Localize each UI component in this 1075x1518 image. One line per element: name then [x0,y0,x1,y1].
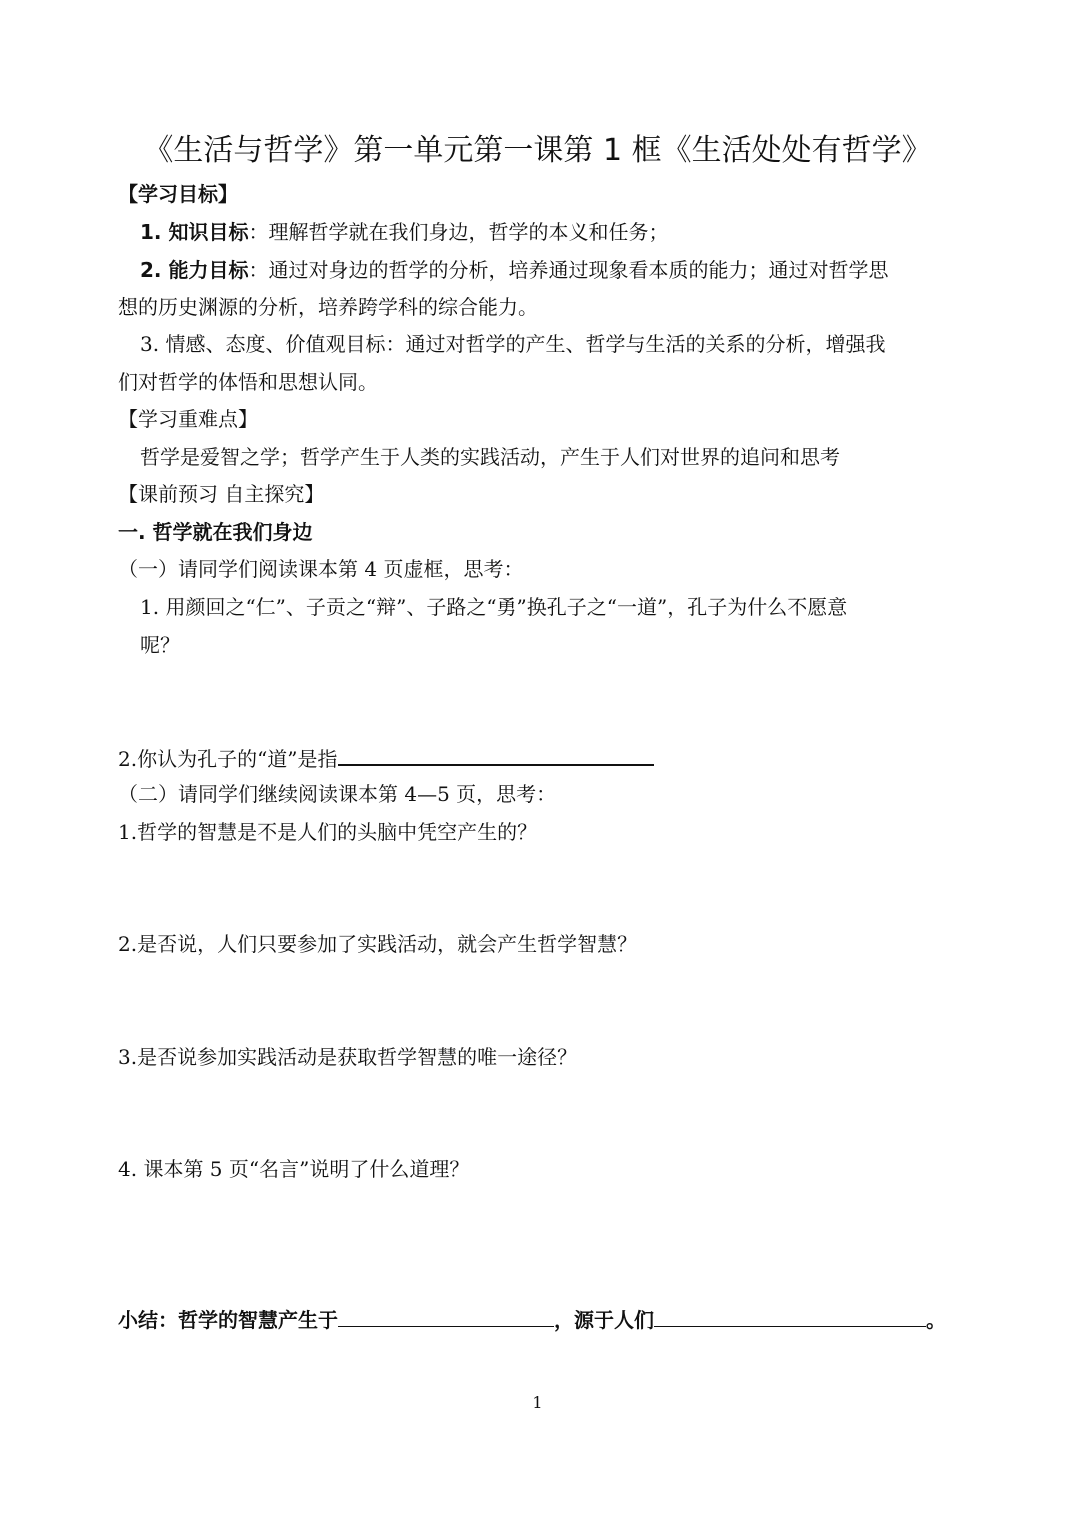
goal-knowledge-text: ：理解哲学就在我们身边，哲学的本义和任务； [248,220,669,244]
question-2-3: 3.是否说参加实践活动是获取哲学智慧的唯一途径？ [118,1045,578,1069]
goal-emotion-continued: 们对哲学的体悟和思想认同。 [118,370,378,394]
question-2-4: 4. 课本第 5 页“名言”说明了什么道理？ [118,1157,470,1181]
summary-blank-1[interactable] [338,1306,554,1327]
preview-heading: 【课前预习 自主探究】 [118,482,325,506]
summary-prefix: 小结：哲学的智慧产生于 [118,1308,338,1332]
question-2-2: 2.是否说，人们只要参加了实践活动，就会产生哲学智慧？ [118,932,638,956]
learning-goals-heading: 【学习目标】 [118,182,238,206]
goal-ability-label: 2. 能力目标 [140,258,249,282]
question-one: 1. 用颜回之“仁”、子贡之“辩”、子路之“勇”换孔子之“一道”，孔子为什么不愿意 [140,595,848,619]
goal-ability [140,257,888,283]
goal-ability-continued: 想的历史渊源的分析，培养跨学科的综合能力。 [118,295,538,319]
key-points-text: 哲学是爱智之学；哲学产生于人类的实践活动，产生于人们对世界的追问和思考 [140,445,840,469]
question-two [118,744,654,772]
page-title: 《生活与哲学》第一单元第一课第 1 框《生活处处有哲学》 [143,133,932,168]
summary-blank-2[interactable] [654,1306,926,1327]
summary-line [118,1306,946,1333]
page-number: 1 [532,1393,543,1412]
summary-middle: ，源于人们 [554,1308,654,1332]
question-two-text: 2.你认为孔子的“道”是指 [118,747,338,771]
goal-knowledge-label: 1. 知识目标 [140,220,249,244]
goal-emotion: 3. 情感、态度、价值观目标：通过对哲学的产生、哲学与生活的关系的分析，增强我 [140,332,886,356]
summary-end: 。 [926,1308,946,1332]
question-2-1: 1.哲学的智慧是不是人们的头脑中凭空产生的？ [118,820,538,844]
answer-blank-dao[interactable] [338,744,654,766]
question-one-continued: 呢？ [140,633,180,657]
part-one-heading: 一. 哲学就在我们身边 [118,520,313,544]
key-points-heading: 【学习重难点】 [118,407,258,431]
sub-section-two-heading: （二）请同学们继续阅读课本第 4—5 页，思考： [118,782,557,806]
goal-knowledge [140,219,668,245]
goal-ability-text: ：通过对身边的哲学的分析，培养通过现象看本质的能力；通过对哲学思 [248,258,889,282]
sub-section-one-heading: （一）请同学们阅读课本第 4 页虚框，思考： [118,557,524,581]
